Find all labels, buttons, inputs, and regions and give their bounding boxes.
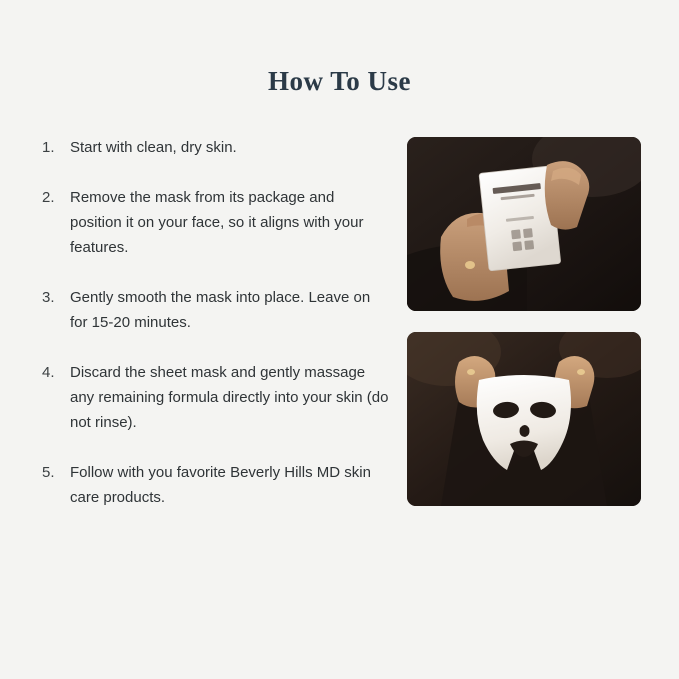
photo-mask-unfolded xyxy=(407,332,641,506)
list-item xyxy=(42,285,402,335)
step-list xyxy=(42,135,402,510)
content-area xyxy=(0,97,679,535)
step-number: 5. xyxy=(42,464,55,481)
photo-mask-package xyxy=(407,137,641,311)
step-number: 4. xyxy=(42,364,55,381)
step-number: 1. xyxy=(42,139,55,156)
list-item xyxy=(42,185,402,260)
photo-mask-package-graphic xyxy=(407,137,641,311)
step-text: Discard the sheet mask and gently massage any remaining formula directly into your skin (do not rinse). xyxy=(70,364,389,431)
list-item xyxy=(42,460,402,510)
step-text: Gently smooth the mask into place. Leave on for 15-20 minutes. xyxy=(70,289,371,331)
page-title: How To Use xyxy=(267,66,412,96)
step-number: 2. xyxy=(42,189,55,206)
steps-column xyxy=(40,135,402,535)
step-text: Start with clean, dry skin. xyxy=(70,139,237,156)
list-item xyxy=(42,135,402,160)
images-column xyxy=(402,135,641,535)
list-item xyxy=(42,360,402,435)
step-text: Remove the mask from its package and position it on your face, so it aligns with your features. xyxy=(70,189,364,256)
step-number: 3. xyxy=(42,289,55,306)
photo-mask-unfolded-graphic xyxy=(407,332,641,506)
step-text: Follow with you favorite Beverly Hills MD skin care products. xyxy=(70,464,371,506)
